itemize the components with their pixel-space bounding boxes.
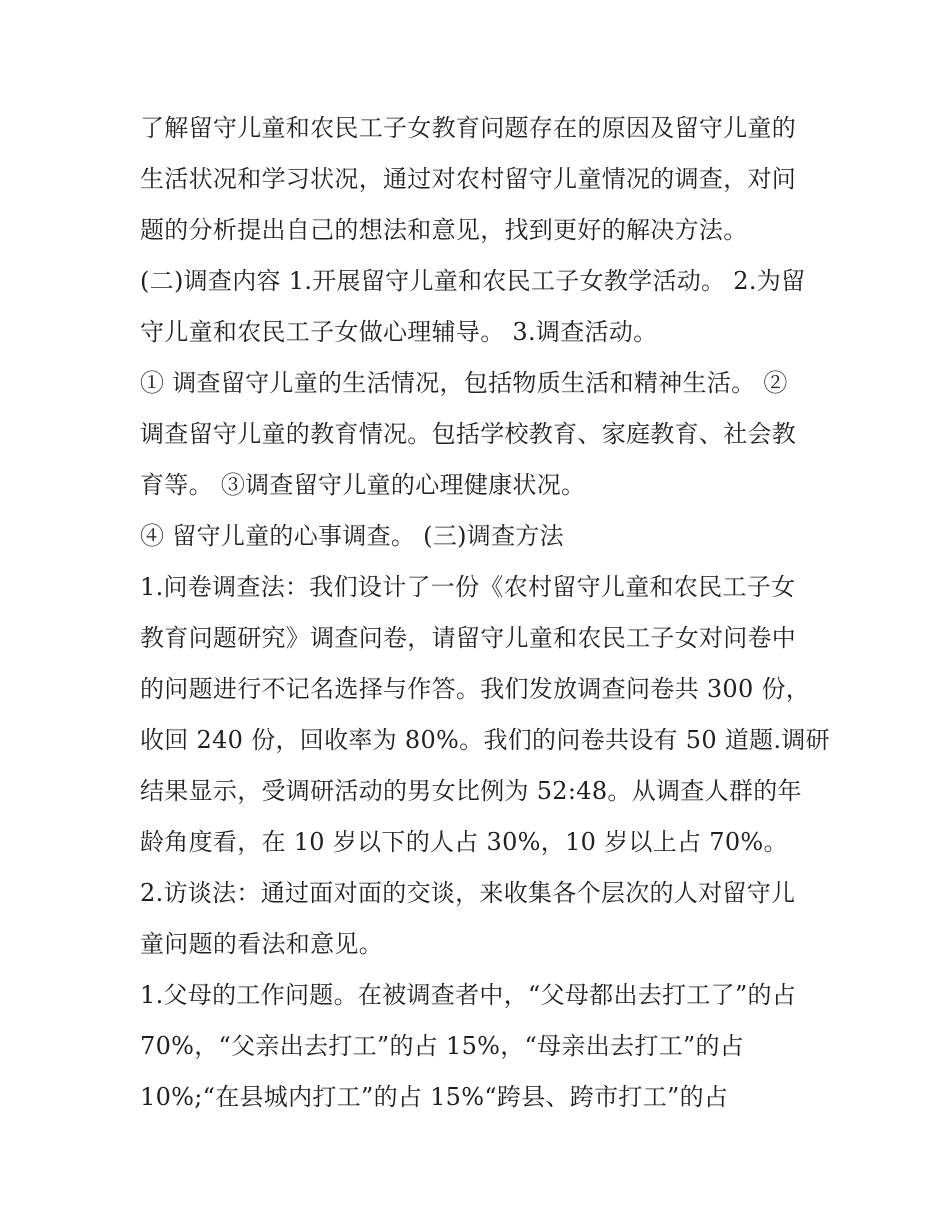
text-line: 70%，“父亲出去打工”的占 15%，“母亲出去打工”的占	[140, 1032, 745, 1060]
text-line: 童问题的看法和意见。	[140, 930, 383, 958]
text-line: 题的分析提出自己的想法和意见，找到更好的解决方法。	[140, 216, 748, 244]
text-line: 2.访谈法：通过面对面的交谈，来收集各个层次的人对留守儿	[140, 879, 796, 907]
text-line: 生活状况和学习状况，通过对农村留守儿童情况的调查，对问	[140, 165, 797, 193]
text-line: 育等。 ③调查留守儿童的心理健康状况。	[140, 471, 586, 499]
text-line: 守儿童和农民工子女做心理辅导。 3.调查活动。	[140, 318, 658, 346]
text-line: 1.父母的工作问题。在被调查者中，“父母都出去打工了”的占	[140, 981, 797, 1009]
text-line: 了解留守儿童和农民工子女教育问题存在的原因及留守儿童的	[140, 114, 797, 142]
document-body	[140, 103, 830, 1123]
text-line: ④ 留守儿童的心事调查。 (三)调查方法	[140, 522, 564, 550]
text-line: 10%;“在县城内打工”的占 15%“跨县、跨市打工”的占	[140, 1083, 729, 1111]
text-line: 1.问卷调查法：我们设计了一份《农村留守儿童和农民工子女	[140, 573, 796, 601]
text-line: 的问题进行不记名选择与作答。我们发放调查问卷共 300 份，	[140, 675, 811, 703]
text-line: 教育问题研究》调查问卷，请留守儿童和农民工子女对问卷中	[140, 624, 797, 652]
text-line: 调查留守儿童的教育情况。包括学校教育、家庭教育、社会教	[140, 420, 797, 448]
text-line: 收回 240 份，回收率为 80%。我们的问卷共设有 50 道题.调研	[140, 726, 830, 754]
text-line: 龄角度看，在 10 岁以下的人占 30%，10 岁以上占 70%。	[140, 828, 788, 856]
text-line: (二)调查内容 1.开展留守儿童和农民工子女教学活动。 2.为留	[140, 267, 806, 295]
text-line: ① 调查留守儿童的生活情况，包括物质生活和精神生活。 ②	[140, 369, 788, 397]
text-line: 结果显示，受调研活动的男女比例为 52:48。从调查人群的年	[140, 777, 802, 805]
